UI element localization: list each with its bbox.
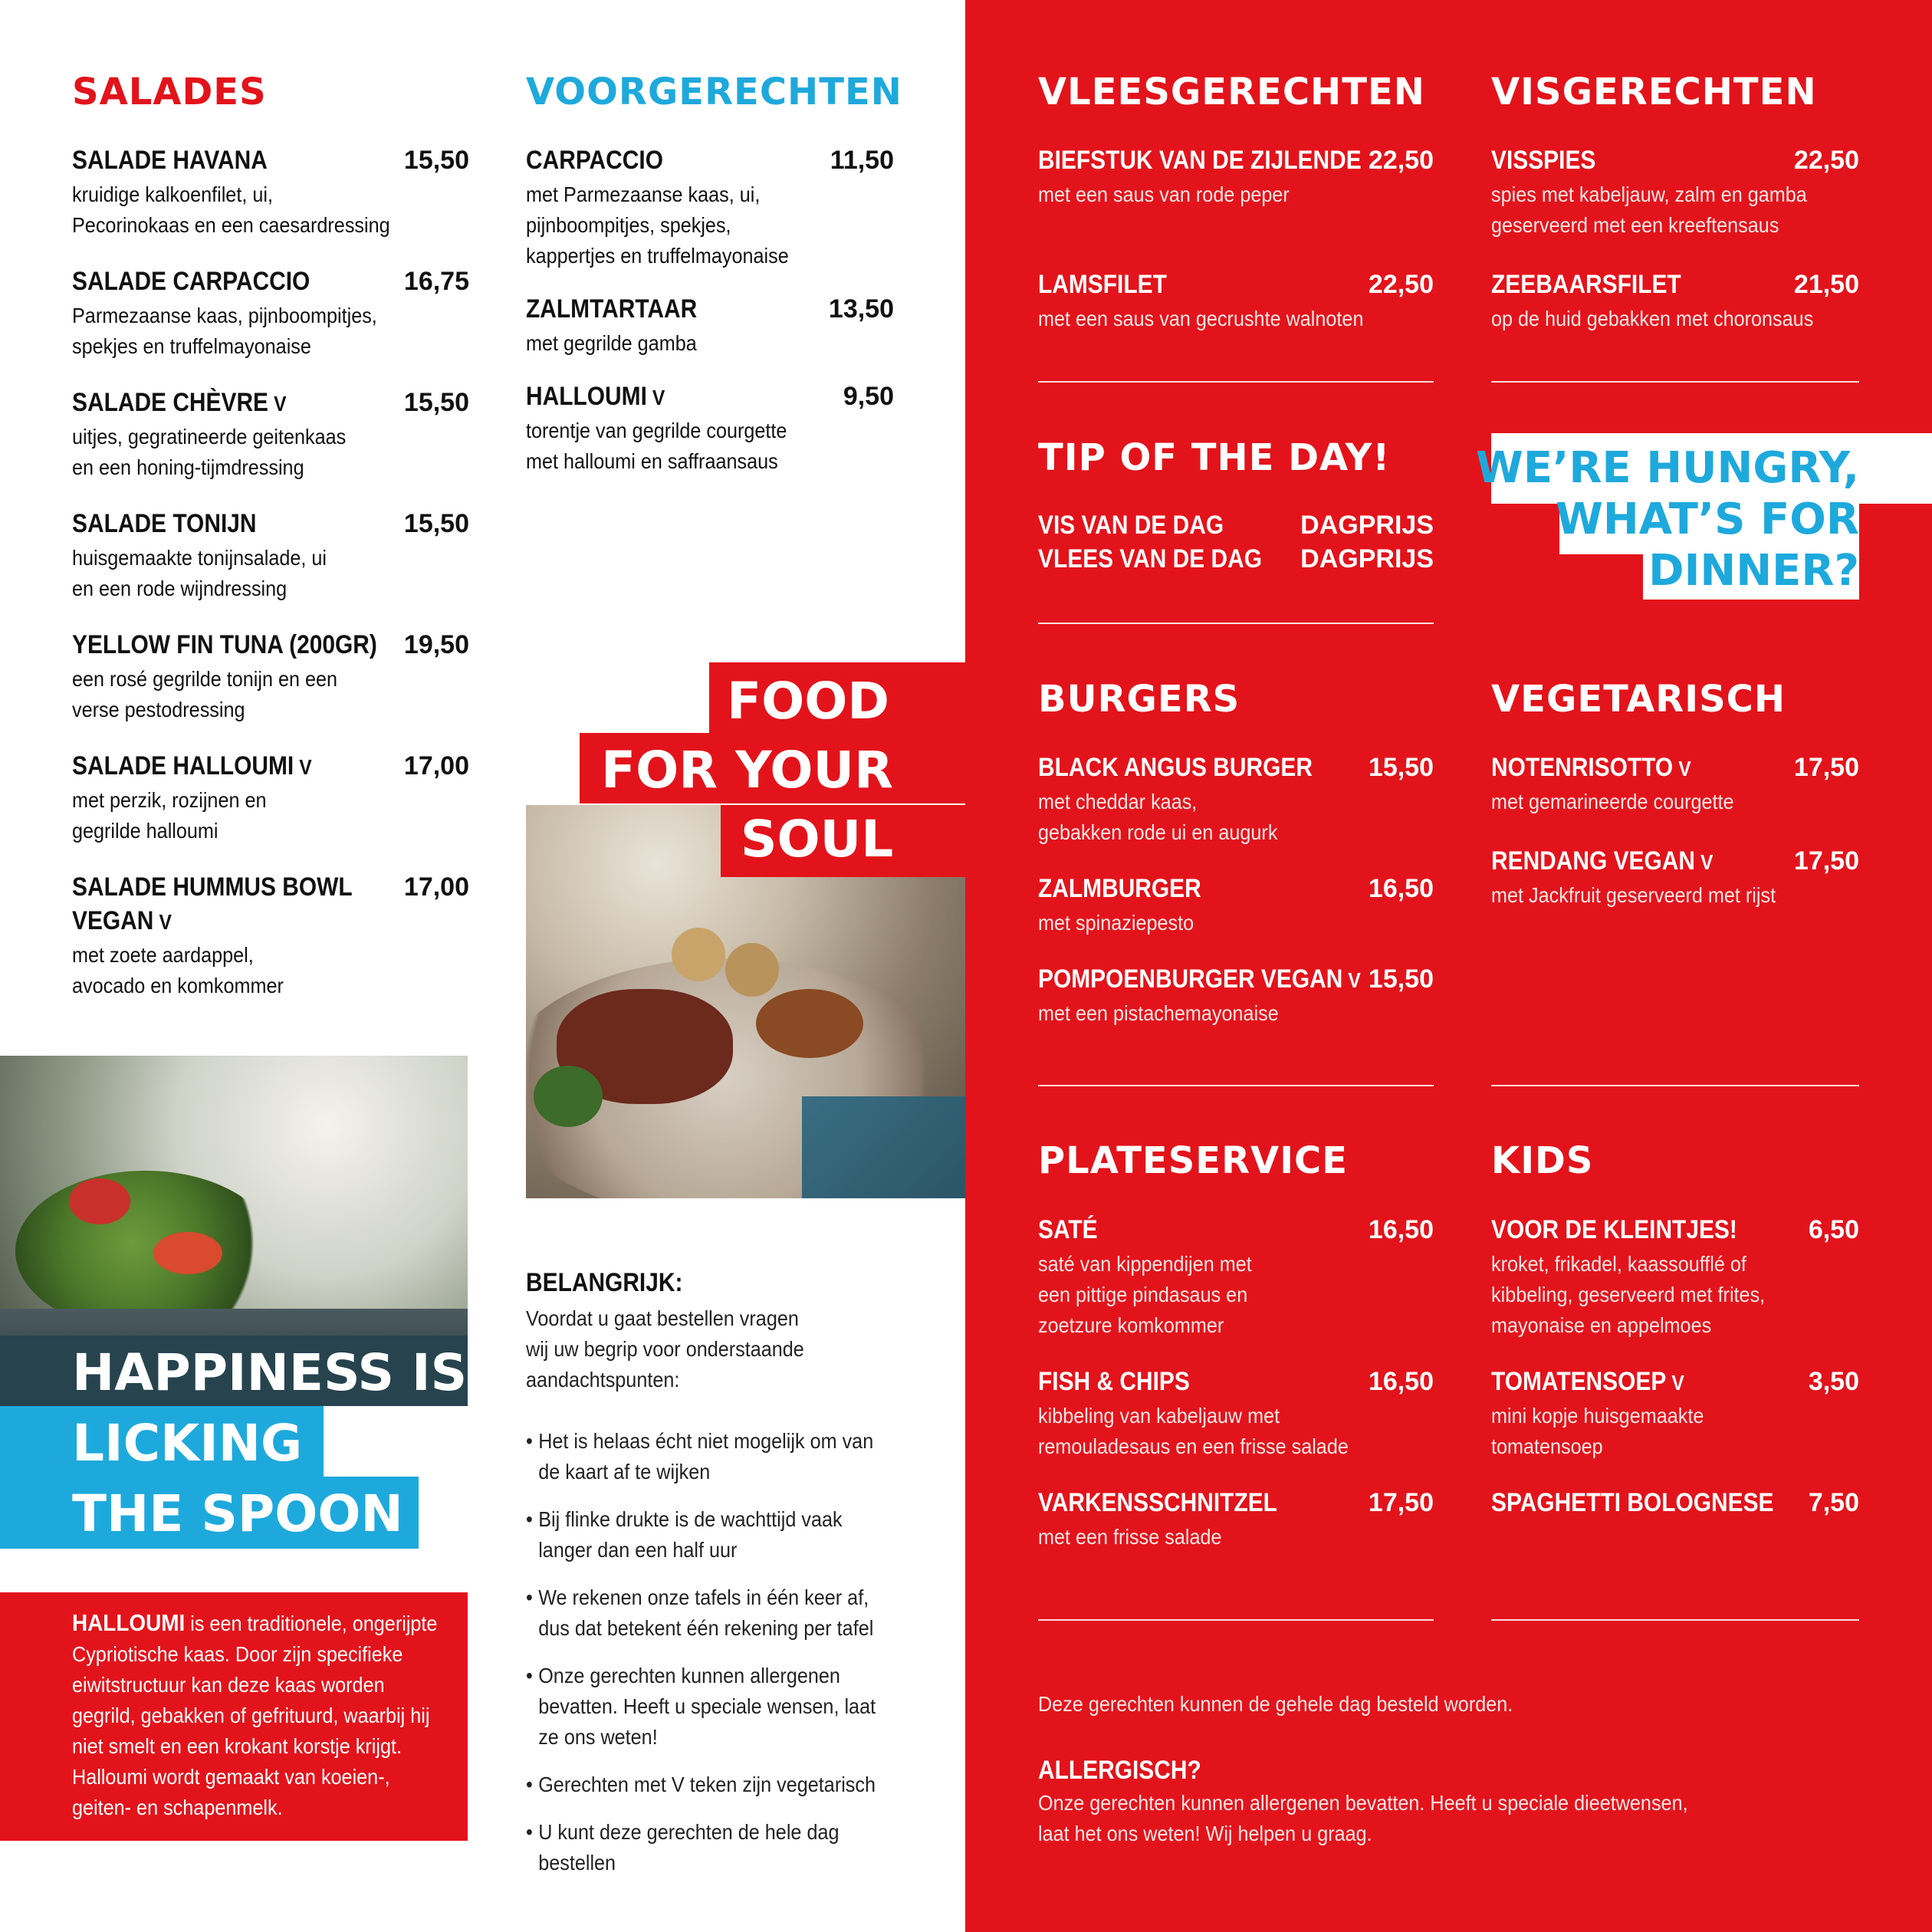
menu-item-name-text: BIEFSTUK VAN DE ZIJLENDE (1038, 146, 1362, 175)
menu-item (1491, 1367, 1859, 1462)
salades-list (72, 146, 469, 1027)
menu-item-description: torentje van gegrilde courgette met halloumi en saffraansaus (526, 419, 787, 473)
hungry-line2: WHAT’S FOR (1556, 495, 1859, 544)
menu-item-description: kroket, frikadel, kaassoufflé of kibbeling, geserveerd met frites, mayonaise en appelmoes (1491, 1252, 1766, 1337)
menu-item-head (1038, 1215, 1434, 1249)
menu-item-description: met een saus van rode peper (1038, 182, 1290, 206)
menu-item-name (1038, 1488, 1277, 1518)
menu-item-description: met gemarineerde courgette (1491, 790, 1734, 813)
menu-item-name (1491, 146, 1595, 176)
halloumi-info-text (72, 1608, 440, 1823)
menu-item-name-text: FISH & CHIPS (1038, 1367, 1190, 1396)
allergy-title: ALLERGISCH? (1038, 1756, 1201, 1785)
divider (1491, 1085, 1859, 1086)
menu-item (1491, 1215, 1859, 1341)
menu-item (1491, 270, 1859, 334)
menu-item-name (72, 906, 172, 936)
menu-item-head (1038, 1488, 1434, 1522)
menu-item (526, 146, 894, 271)
belangrijk-bullet: • U kunt deze gerechten de hele dag bestellen (526, 1817, 899, 1878)
menu-item-name (526, 382, 665, 412)
menu-item-head (1038, 1367, 1434, 1401)
menu-item-description: kruidige kalkoenfilet, ui, Pecorinokaas en een caesardressing (72, 182, 390, 237)
menu-item (526, 382, 894, 477)
menu-item-name-text: SALADE HUMMUS BOWL (72, 872, 353, 902)
menu-item-price: 3,50 (1808, 1367, 1859, 1396)
menu-item-description: op de huid gebakken met choronsaus (1491, 307, 1814, 330)
tip-list (1038, 511, 1434, 578)
menu-item-name (1038, 270, 1167, 300)
menu-item-description: spies met kabeljauw, zalm en gamba geserveerd met een kreeftensaus (1491, 182, 1807, 237)
kids-list (1491, 1215, 1859, 1548)
menu-item-price: 16,50 (1368, 874, 1434, 903)
menu-item (526, 294, 894, 359)
menu-item (1038, 270, 1434, 334)
menu-item-name (1038, 1215, 1098, 1245)
menu-item-name (526, 146, 663, 176)
divider (1038, 623, 1434, 624)
leaf-v-icon: V (299, 755, 312, 779)
menu-item-head (1491, 1367, 1859, 1401)
menu-item-description: uitjes, gegratineerde geitenkaas en een honing-tijmdressing (72, 425, 347, 479)
menu-item-description: met cheddar kaas, gebakken rode ui en augurk (1038, 790, 1278, 844)
menu-item-name (1038, 1367, 1190, 1397)
divider (1491, 381, 1859, 383)
belangrijk-bullet: • Gerechten met V teken zijn vegetarisch (526, 1769, 899, 1800)
belangrijk-title: BELANGRIJK: (526, 1268, 683, 1297)
menu-item-name-text: BLACK ANGUS BURGER (1038, 753, 1313, 782)
menu-item-head (526, 146, 894, 179)
menu-item-description: met Jackfruit geserveerd met rijst (1491, 883, 1776, 907)
menu-item-name (72, 509, 257, 539)
menu-item-description: met gegrilde gamba (526, 331, 697, 355)
menu-item-name-text: VIS VAN DE DAG (1038, 511, 1224, 540)
menu-item (1491, 846, 1859, 911)
menu-item-price: 22,50 (1368, 146, 1434, 175)
menu-item (1491, 1488, 1859, 1522)
menu-item-price: 7,50 (1808, 1488, 1859, 1517)
divider (1491, 1619, 1859, 1621)
menu-item-name (1038, 511, 1224, 540)
menu-item-price: 13,50 (828, 294, 894, 324)
menu-item-price: 15,50 (403, 146, 469, 175)
menu-item-name (72, 267, 310, 297)
menu-item-name (1038, 146, 1362, 176)
menu-item-head (1491, 146, 1859, 179)
menu-item-name (72, 146, 268, 176)
menu-item-name (1038, 753, 1313, 783)
menu-item (72, 751, 469, 846)
menu-item-description: Parmezaanse kaas, pijnboompitjes, spekjes en truffelmayonaise (72, 304, 377, 358)
menu-item-head (72, 630, 469, 664)
menu-item-price: 17,50 (1793, 846, 1859, 876)
menu-item-head (1491, 753, 1859, 787)
menu-item-name-text: RENDANG VEGAN (1491, 846, 1695, 876)
leaf-v-icon: V (1671, 1371, 1684, 1395)
hungry-line1: WE’RE HUNGRY, (1476, 443, 1859, 493)
divider (1038, 381, 1434, 383)
happiness-line3: THE SPOON (72, 1484, 403, 1543)
menu-item (1038, 964, 1434, 1029)
menu-item-price: 15,50 (1368, 753, 1434, 782)
menu-item-name (1491, 270, 1681, 300)
belangrijk-bullet: • Bij flinke drukte is de wachttijd vaak langer dan een half uur (526, 1504, 899, 1566)
menu-item-name (1491, 753, 1691, 783)
menu-item-description: met Parmezaanse kaas, ui, pijnboompitjes, spekjes, kappertjes en truffelmayonaise (526, 182, 789, 268)
leaf-v-icon: V (159, 910, 172, 934)
visgerechten-list (1491, 146, 1859, 363)
belangrijk-bullet: • Onze gerechten kunnen allergenen bevatten. Heeft u speciale wensen, laat ze ons weten! (526, 1661, 899, 1753)
hungry-line3: DINNER? (1648, 546, 1859, 596)
menu-item-name (1491, 1488, 1774, 1518)
menu-item (1038, 146, 1434, 210)
menu-item (1038, 1367, 1434, 1462)
menu-item-name-text: ZALMTARTAAR (526, 294, 698, 324)
menu-item-head (1038, 874, 1434, 908)
menu-item-name-text: SALADE HALLOUMI (72, 751, 294, 780)
menu-item-name (72, 872, 353, 902)
footer-note: Deze gerechten kunnen de gehele dag besteld worden. (1038, 1692, 1513, 1716)
menu-item-name-text: VISSPIES (1491, 146, 1596, 175)
food-line1: FOOD (727, 672, 890, 731)
menu-item-price: 15,50 (1368, 964, 1434, 994)
menu-item-description: met een saus van gecrushte walnoten (1038, 307, 1364, 330)
menu-item-description: saté van kippendijen met een pittige pindasaus en zoetzure komkommer (1038, 1252, 1252, 1337)
menu-item (72, 509, 469, 604)
vleesgerechten-list (1038, 146, 1434, 394)
leaf-v-icon: V (1678, 757, 1691, 780)
vegetarisch-list (1491, 753, 1859, 940)
menu-item-name-text: SALADE TONIJN (72, 509, 257, 538)
menu-item-name-text: SATÉ (1038, 1215, 1098, 1244)
menu-item (1491, 146, 1859, 241)
menu-item-name (72, 751, 312, 781)
menu-item-description: met spinaziepesto (1038, 911, 1194, 935)
menu-item-price: 17,50 (1793, 753, 1859, 782)
plateservice-title: PLATESERVICE (1038, 1139, 1349, 1182)
menu-item-name (1038, 964, 1361, 994)
menu-item-head (1491, 1488, 1859, 1522)
menu-item-name-text: SALADE HAVANA (72, 146, 268, 175)
menu-item (1491, 753, 1859, 817)
menu-item-description: mini kopje huisgemaakte tomatensoep (1491, 1404, 1704, 1458)
menu-item-description: met perzik, rozijnen en gegrilde halloumi (72, 788, 267, 843)
menu-item-price: 21,50 (1793, 270, 1859, 299)
menu-item-name-text: VEGAN (72, 906, 154, 935)
menu-item (72, 267, 469, 362)
menu-item-name-text: VLEES VAN DE DAG (1038, 544, 1263, 573)
menu-item-price: 17,50 (1368, 1488, 1434, 1517)
menu-item-head (526, 294, 894, 328)
menu-item-head (1491, 1215, 1859, 1249)
divider (1038, 1085, 1434, 1086)
menu-item-name-text: TOMATENSOEP (1491, 1367, 1667, 1396)
halloumi-info-bold: HALLOUMI (72, 1609, 186, 1636)
menu-item-description: kibbeling van kabeljauw met remouladesaus en een frisse salade (1038, 1404, 1349, 1458)
happiness-line1: HAPPINESS IS (72, 1343, 468, 1402)
plateservice-list (1038, 1215, 1434, 1579)
belangrijk-list (526, 1426, 886, 1895)
menu-item-head (1491, 270, 1859, 304)
menu-item-name (1491, 846, 1713, 876)
menu-item-name (1038, 544, 1262, 574)
salades-title: SALADES (72, 71, 267, 113)
menu-item-price: DAGPRIJS (1300, 511, 1434, 540)
menu-item-description: met een frisse salade (1038, 1525, 1222, 1549)
menu-item-description: met zoete aardappel, avocado en komkommer (72, 943, 284, 997)
menu-item-name-text: SPAGHETTI BOLOGNESE (1491, 1488, 1774, 1517)
menu-item-price: 16,50 (1368, 1215, 1434, 1244)
menu-item-head (72, 509, 469, 543)
leaf-v-icon: V (652, 386, 665, 409)
menu-item-name-text: SALADE CARPACCIO (72, 267, 310, 296)
menu-item-price: 15,50 (403, 388, 469, 417)
menu-item-head (1491, 846, 1859, 880)
menu-item-name-text: POMPOENBURGER VEGAN (1038, 964, 1343, 994)
menu-item-head (72, 146, 469, 179)
menu-item (1038, 1488, 1434, 1552)
belangrijk-bullet: • Het is helaas écht niet mogelijk om van de kaart af te wijken (526, 1426, 899, 1487)
menu-item-head (526, 382, 894, 416)
menu-item-price: 19,50 (403, 630, 469, 659)
voorgerechten-title: VOORGERECHTEN (526, 71, 902, 113)
menu-item-head (72, 267, 469, 301)
happiness-line2: LICKING (72, 1414, 303, 1473)
menu-item (72, 388, 469, 483)
menu-item (1038, 874, 1434, 938)
vegetarisch-title: VEGETARISCH (1491, 678, 1786, 721)
menu-item-name (1038, 874, 1201, 904)
menu-item-head (1038, 146, 1434, 179)
menu-item (72, 872, 469, 1001)
menu-item-name-text: CARPACCIO (526, 146, 663, 175)
allergy-text: Onze gerechten kunnen allergenen bevatten. Heeft u speciale dieetwensen, laat het ons weten! Wij helpen u graag. (1038, 1791, 1688, 1845)
menu-item-price: DAGPRIJS (1300, 544, 1434, 573)
menu-item-name-text: LAMSFILET (1038, 270, 1167, 299)
menu-item-description: een rosé gegrilde tonijn en een verse pestodressing (72, 667, 338, 721)
menu-item-price: 6,50 (1808, 1215, 1859, 1244)
menu-item-name-text: ZALMBURGER (1038, 874, 1201, 903)
menu-item-price: 9,50 (843, 382, 894, 411)
kids-title: KIDS (1491, 1139, 1594, 1182)
menu-item-name-text: VARKENSSCHNITZEL (1038, 1488, 1277, 1517)
menu-item-price: 16,75 (403, 267, 469, 296)
menu-item (72, 146, 469, 241)
menu-item-price: 17,00 (403, 872, 469, 902)
divider (1038, 1619, 1434, 1621)
menu-item-name (1491, 1367, 1684, 1397)
burgers-title: BURGERS (1038, 678, 1240, 721)
menu-item-head (72, 872, 469, 906)
voorgerechten-list (526, 146, 894, 500)
menu-item-head (1038, 511, 1434, 544)
menu-item-head (72, 388, 469, 422)
menu-item (1038, 1215, 1434, 1341)
leaf-v-icon: V (1348, 968, 1361, 992)
menu-item-name (72, 630, 377, 660)
menu-item-name (1491, 1215, 1737, 1245)
menu-item-name-text: VOOR DE KLEINTJES! (1491, 1215, 1737, 1244)
menu-item-name-text: NOTENRISOTTO (1491, 753, 1674, 782)
halloumi-info-body: is een traditionele, ongerijpte Cypriotische kaas. Door zijn specifieke eiwitstructuur kan deze kaas worden gegrild, gebakken of gefrituurd, waarbij hij niet smelt en een krokant korstje krijgt. Halloumi wordt gemaakt van koeien-, geiten- en schapenmelk. (72, 1612, 438, 1819)
menu-item-name (72, 388, 287, 418)
menu-item-name-text: ZEEBAARSFILET (1491, 270, 1681, 299)
menu-item-description: met een pistachemayonaise (1038, 1001, 1279, 1025)
belangrijk-intro: Voordat u gaat bestellen vragen wij uw begrip voor onderstaande aandachtspunten: (526, 1306, 804, 1392)
menu-item (1038, 511, 1434, 544)
menu-item-head (1038, 544, 1434, 578)
menu-item-description: huisgemaakte tonijnsalade, ui en een rode wijndressing (72, 546, 327, 600)
menu-item-head (1038, 270, 1434, 304)
visgerechten-title: VISGERECHTEN (1491, 71, 1817, 113)
menu-item-name (526, 294, 697, 324)
menu-item (1038, 544, 1434, 578)
menu-item (1038, 753, 1434, 848)
menu-item-price: 15,50 (403, 509, 469, 538)
menu-item-name-text: SALADE CHÈVRE (72, 388, 269, 417)
leaf-v-icon: V (1700, 850, 1714, 874)
menu-item-name-text: YELLOW FIN TUNA (200GR) (72, 630, 377, 659)
belangrijk-bullet: • We rekenen onze tafels in één keer af, dus dat betekent één rekening per tafel (526, 1582, 899, 1644)
burgers-list (1038, 753, 1434, 1055)
leaf-v-icon: V (274, 392, 287, 416)
menu-item-price: 17,00 (403, 751, 469, 780)
vleesgerechten-title: VLEESGERECHTEN (1038, 71, 1425, 113)
menu-item-name-line2 (72, 906, 469, 940)
menu-item-head (72, 751, 469, 785)
menu-item-price: 16,50 (1368, 1367, 1434, 1396)
menu-item-head (1038, 753, 1434, 787)
menu-item-name-text: HALLOUMI (526, 382, 647, 411)
menu-item-head (1038, 964, 1434, 998)
menu-item-price: 22,50 (1368, 270, 1434, 299)
menu-item-price: 22,50 (1793, 146, 1859, 175)
menu-item-price: 11,50 (830, 146, 894, 175)
tip-title: TIP OF THE DAY! (1038, 436, 1391, 479)
menu-item (72, 630, 469, 725)
food-line3: SOUL (741, 810, 894, 869)
food-line2: FOR YOUR (601, 741, 893, 800)
